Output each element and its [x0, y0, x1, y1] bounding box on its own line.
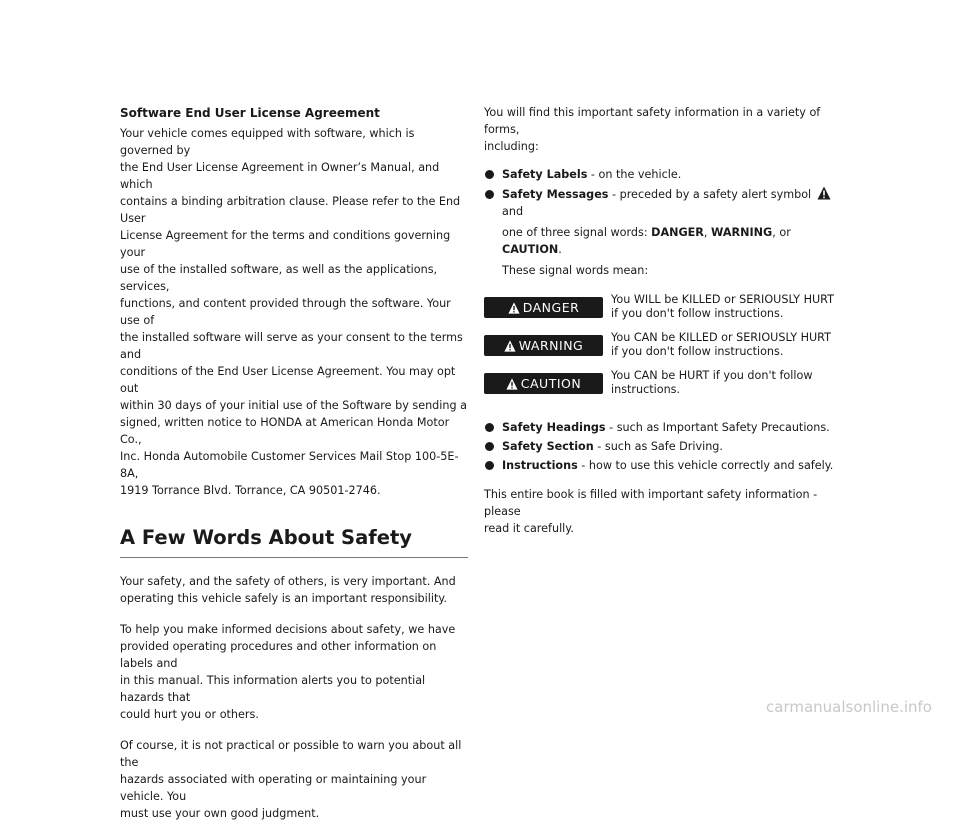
list-item-safety-labels — [484, 166, 844, 183]
desc-safety-section: - such as Safe Driving. — [593, 440, 723, 453]
forms-list — [484, 166, 844, 279]
caution-description: You CAN be HURT if you don't follow instructions. — [611, 369, 813, 396]
term-safety-messages: Safety Messages — [502, 188, 609, 201]
separator: , or — [772, 226, 791, 239]
safety-alert-icon — [817, 186, 831, 200]
signal-row-caution — [484, 369, 844, 407]
list-item-instructions — [484, 457, 844, 474]
eula-heading: Software End User License Agreement — [120, 106, 380, 120]
warning-description: You CAN be KILLED or SERIOUSLY HURT if you don't follow instructions. — [611, 331, 831, 358]
bullet-icon — [485, 190, 494, 199]
word-caution: CAUTION — [502, 243, 559, 256]
signal-word-table — [484, 293, 844, 407]
list-item-safety-messages — [484, 186, 844, 279]
safety-paragraph-2: To help you make informed decisions about safety, we have provided operating procedures and other information on labels and in this manual. This information alerts you to potential hazards that could hurt you or others. — [120, 623, 456, 721]
warning-label: WARNING — [518, 338, 584, 353]
signal-words-meaning: These signal words mean: — [502, 264, 649, 277]
site-watermark: carmanualsonline.info — [766, 698, 932, 716]
word-danger: DANGER — [651, 226, 704, 239]
safety-alert-icon — [508, 302, 520, 314]
danger-label: DANGER — [522, 300, 580, 315]
signal-row-danger — [484, 293, 844, 331]
warning-label-box — [484, 335, 603, 356]
separator: , — [703, 226, 712, 239]
signal-row-warning — [484, 331, 844, 369]
desc-safety-messages-1: - preceded by a safety alert symbol — [608, 188, 815, 201]
safety-alert-icon — [504, 340, 516, 352]
safety-title: A Few Words About Safety — [120, 526, 413, 549]
right-column — [484, 104, 844, 537]
term-instructions: Instructions — [502, 459, 578, 472]
term-safety-section: Safety Section — [502, 440, 594, 453]
forms-list-continued — [484, 419, 844, 474]
caution-label-box — [484, 373, 603, 394]
desc-safety-labels: - on the vehicle. — [587, 168, 682, 181]
list-item-safety-section — [484, 438, 844, 455]
term-safety-labels: Safety Labels — [502, 168, 588, 181]
signal-words-intro: one of three signal words: — [502, 226, 652, 239]
bullet-icon — [485, 170, 494, 179]
desc-instructions: - how to use this vehicle correctly and safely. — [577, 459, 834, 472]
left-column — [120, 104, 470, 822]
title-divider — [120, 557, 468, 558]
desc-safety-headings: - such as Important Safety Precautions. — [605, 421, 830, 434]
closing-note: This entire book is filled with important safety information - please read it carefully. — [484, 488, 818, 535]
safety-paragraph-3: Of course, it is not practical or possible to warn you about all the hazards associated with operating or maintaining your vehicle. You must use your own good judgment. — [120, 739, 462, 820]
bullet-icon — [485, 423, 494, 432]
caution-label: CAUTION — [520, 376, 582, 391]
safety-alert-icon — [506, 378, 518, 390]
term-safety-headings: Safety Headings — [502, 421, 606, 434]
bullet-icon — [485, 442, 494, 451]
danger-description: You WILL be KILLED or SERIOUSLY HURT if you don't follow instructions. — [611, 293, 834, 320]
forms-intro: You will find this important safety information in a variety of forms, including: — [484, 106, 821, 153]
eula-body: Your vehicle comes equipped with software, which is governed by the End User License Agreement in Owner’s Manual, and which contains a binding arbitration clause. Please refer to the End User License Agreement for the terms and conditions governing your use of the installed software, as well as the applications, services, functions, and content provided through the software. Your use of the installed software will serve as your consent to the terms and conditions of the End User License Agreement. You may opt out within 30 days of your initial use of the Software by sending a signed, written notice to HONDA at American Honda Motor Co., Inc. Honda Automobile Customer Services Mail Stop 100-5E-8A, 1919 Torrance Blvd. Torrance, CA 90501-2746. — [120, 127, 467, 497]
period: . — [558, 243, 562, 256]
safety-paragraph-1: Your safety, and the safety of others, is very important. And operating this vehicle safely is an important responsibility. — [120, 575, 456, 605]
list-item-safety-headings — [484, 419, 844, 436]
bullet-icon — [485, 461, 494, 470]
danger-label-box — [484, 297, 603, 318]
desc-safety-messages-2: and — [502, 205, 524, 218]
word-warning: WARNING — [711, 226, 773, 239]
